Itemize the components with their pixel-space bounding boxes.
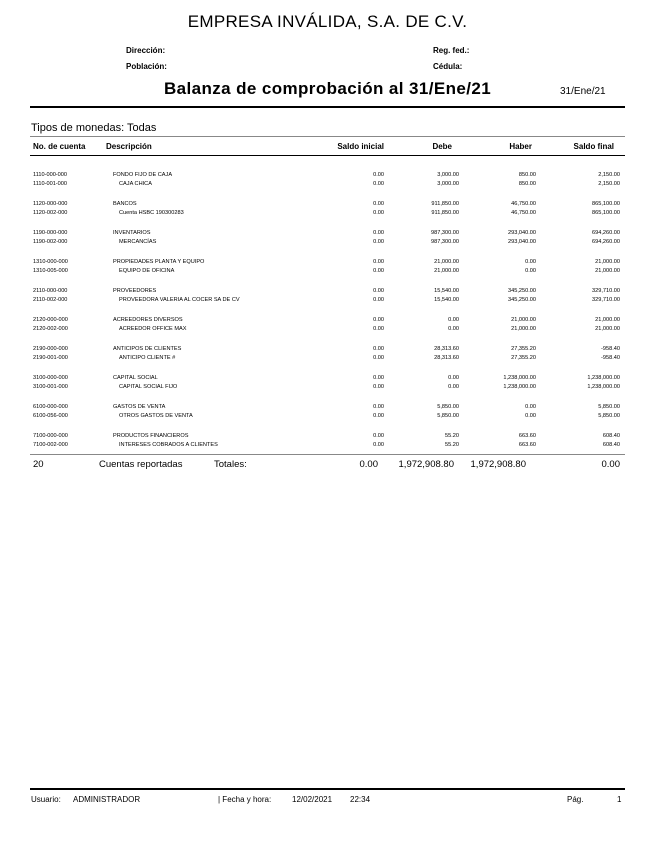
- row-debe: 5,850.00: [437, 413, 459, 419]
- row-debe: 911,850.00: [431, 201, 459, 207]
- row-account: 1110-001-000: [33, 181, 68, 187]
- row-debe: 0.00: [448, 326, 459, 332]
- row-saldo-final: 1,238,000.00: [587, 375, 620, 381]
- row-haber: 0.00: [525, 404, 536, 410]
- row-account: 1120-002-000: [33, 210, 68, 216]
- row-description: INVENTARIOS: [113, 230, 151, 236]
- row-debe: 5,850.00: [437, 404, 459, 410]
- footer-divider: [30, 788, 625, 790]
- row-account: 2110-002-000: [33, 297, 68, 303]
- report-title: Balanza de comprobación al 31/Ene/21: [163, 79, 492, 98]
- row-description: BANCOS: [113, 201, 137, 207]
- row-debe: 28,313.60: [434, 355, 459, 361]
- column-header-divider: [30, 155, 625, 156]
- footer-user: ADMINISTRADOR: [73, 795, 141, 804]
- table-row: [0, 354, 655, 363]
- row-haber: 293,040.00: [508, 230, 536, 236]
- row-description: ANTICIPOS DE CLIENTES: [113, 346, 182, 352]
- row-haber: 0.00: [525, 268, 536, 274]
- row-saldo-final: 21,000.00: [595, 268, 620, 274]
- row-saldo-final: 694,260.00: [592, 230, 620, 236]
- reg-fed-label: Reg. fed.:: [433, 46, 470, 55]
- row-description: Cuenta HSBC 190300283: [119, 210, 184, 216]
- row-saldo-final: 329,710.00: [592, 288, 620, 294]
- poblacion-label: Población:: [126, 62, 167, 71]
- row-saldo-inicial: 0.00: [373, 433, 384, 439]
- row-account: 3100-001-000: [33, 384, 68, 390]
- row-debe: 15,540.00: [434, 288, 459, 294]
- row-haber: 21,000.00: [511, 326, 536, 332]
- totals-count-label: Cuentas reportadas: [99, 459, 183, 470]
- footer-page-number: 1: [617, 795, 622, 804]
- row-saldo-final: 865,100.00: [592, 210, 620, 216]
- table-row: [0, 412, 655, 421]
- row-saldo-inicial: 0.00: [373, 346, 384, 352]
- row-saldo-inicial: 0.00: [373, 442, 384, 448]
- row-debe: 3,000.00: [437, 181, 459, 187]
- col-haber-header: Haber: [509, 142, 532, 151]
- row-description: PROVEEDORES: [113, 288, 157, 294]
- row-saldo-inicial: 0.00: [373, 181, 384, 187]
- table-row: [0, 180, 655, 189]
- table-row: [0, 345, 655, 354]
- row-description: INTERESES COBRADOS A CLIENTES: [119, 442, 218, 448]
- row-account: 1190-000-000: [33, 230, 68, 236]
- row-description: OTROS GASTOS DE VENTA: [119, 413, 193, 419]
- row-account: 3100-000-000: [33, 375, 68, 381]
- row-debe: 911,850.00: [431, 210, 459, 216]
- row-description: CAPITAL SOCIAL: [113, 375, 158, 381]
- row-haber: 27,355.20: [511, 355, 536, 361]
- row-saldo-inicial: 0.00: [373, 201, 384, 207]
- row-saldo-final: -958.40: [601, 355, 620, 361]
- row-account: 2120-000-000: [33, 317, 68, 323]
- row-account: 2190-001-000: [33, 355, 68, 361]
- row-debe: 21,000.00: [434, 259, 459, 265]
- cedula-label: Cédula:: [433, 62, 463, 71]
- row-saldo-inicial: 0.00: [373, 259, 384, 265]
- row-saldo-inicial: 0.00: [373, 230, 384, 236]
- table-row: [0, 432, 655, 441]
- row-account: 2110-000-000: [33, 288, 68, 294]
- row-account: 1120-000-000: [33, 201, 68, 207]
- table-row: [0, 171, 655, 180]
- table-row: [0, 229, 655, 238]
- totals-debe: 1,972,908.80: [398, 459, 454, 470]
- row-account: 1190-002-000: [33, 239, 68, 245]
- table-row: [0, 374, 655, 383]
- table-row: [0, 238, 655, 247]
- footer-time: 22:34: [350, 795, 371, 804]
- row-debe: 21,000.00: [434, 268, 459, 274]
- row-account: 2120-002-000: [33, 326, 68, 332]
- row-saldo-inicial: 0.00: [373, 413, 384, 419]
- row-saldo-inicial: 0.00: [373, 172, 384, 178]
- row-saldo-final: 608.40: [602, 442, 620, 448]
- row-description: CAJA CHICA: [119, 181, 152, 187]
- table-row: [0, 325, 655, 334]
- col-saldo-final-header: Saldo final: [573, 142, 614, 151]
- row-description: CAPITAL SOCIAL FIJO: [119, 384, 178, 390]
- row-saldo-final: 694,260.00: [592, 239, 620, 245]
- row-account: 1110-000-000: [33, 172, 68, 178]
- row-saldo-inicial: 0.00: [373, 210, 384, 216]
- row-debe: 0.00: [448, 375, 459, 381]
- row-saldo-final: 329,710.00: [592, 297, 620, 303]
- row-saldo-final: 5,850.00: [598, 413, 620, 419]
- row-debe: 987,300.00: [431, 230, 459, 236]
- table-row: [0, 383, 655, 392]
- table-row: [0, 267, 655, 276]
- row-description: EQUIPO DE OFICINA: [119, 268, 175, 274]
- totals-count: 20: [33, 459, 44, 470]
- table-row: [0, 287, 655, 296]
- table-row: [0, 403, 655, 412]
- row-account: 6100-000-000: [33, 404, 68, 410]
- footer-user-label: Usuario:: [31, 795, 61, 804]
- row-saldo-inicial: 0.00: [373, 404, 384, 410]
- row-haber: 663.60: [518, 433, 536, 439]
- row-haber: 850.00: [518, 181, 536, 187]
- col-account-header: No. de cuenta: [33, 142, 86, 151]
- col-debe-header: Debe: [432, 142, 452, 151]
- row-saldo-inicial: 0.00: [373, 297, 384, 303]
- row-debe: 15,540.00: [434, 297, 459, 303]
- row-account: 1310-005-000: [33, 268, 68, 274]
- row-saldo-inicial: 0.00: [373, 326, 384, 332]
- row-description: PROVEEDORA VALERIA AL COCER SA DE CV: [119, 297, 240, 303]
- row-haber: 0.00: [525, 259, 536, 265]
- row-saldo-inicial: 0.00: [373, 317, 384, 323]
- row-saldo-inicial: 0.00: [373, 288, 384, 294]
- subtitle-divider: [30, 136, 625, 137]
- row-saldo-final: -958.40: [601, 346, 620, 352]
- row-debe: 3,000.00: [437, 172, 459, 178]
- row-saldo-inicial: 0.00: [373, 384, 384, 390]
- row-haber: 1,238,000.00: [503, 375, 536, 381]
- footer-date: 12/02/2021: [292, 795, 333, 804]
- row-description: ACREEDORES DIVERSOS: [113, 317, 183, 323]
- row-saldo-final: 21,000.00: [595, 326, 620, 332]
- table-row: [0, 200, 655, 209]
- totals-saldo-inicial: 0.00: [359, 459, 378, 470]
- table-row: [0, 258, 655, 267]
- row-description: ANTICIPO CLIENTE #: [119, 355, 176, 361]
- row-saldo-final: 21,000.00: [595, 259, 620, 265]
- row-haber: 0.00: [525, 413, 536, 419]
- totals-label: Totales:: [214, 459, 247, 470]
- col-description-header: Descripción: [106, 142, 152, 151]
- row-debe: 28,313.60: [434, 346, 459, 352]
- row-description: FONDO FIJO DE CAJA: [113, 172, 173, 178]
- row-debe: 55.20: [445, 433, 459, 439]
- row-saldo-final: 865,100.00: [592, 201, 620, 207]
- row-saldo-inicial: 0.00: [373, 239, 384, 245]
- row-description: PRODUCTOS FINANCIEROS: [113, 433, 189, 439]
- row-debe: 0.00: [448, 317, 459, 323]
- header-divider: [30, 106, 625, 108]
- row-account: 6100-056-000: [33, 413, 68, 419]
- report-date: 31/Ene/21: [560, 86, 606, 97]
- row-haber: 663.60: [518, 442, 536, 448]
- totals-divider: [30, 454, 625, 455]
- totals-haber: 1,972,908.80: [470, 459, 526, 470]
- row-description: GASTOS DE VENTA: [113, 404, 166, 410]
- row-debe: 0.00: [448, 384, 459, 390]
- table-row: [0, 296, 655, 305]
- row-saldo-inicial: 0.00: [373, 268, 384, 274]
- row-saldo-final: 5,850.00: [598, 404, 620, 410]
- currency-filter: Tipos de monedas: Todas: [31, 122, 157, 134]
- row-haber: 21,000.00: [511, 317, 536, 323]
- row-debe: 987,300.00: [431, 239, 459, 245]
- col-saldo-inicial-header: Saldo inicial: [337, 142, 384, 151]
- direccion-label: Dirección:: [126, 46, 166, 55]
- row-account: 7100-002-000: [33, 442, 68, 448]
- row-haber: 46,750.00: [511, 210, 536, 216]
- row-haber: 850.00: [518, 172, 536, 178]
- row-description: PROPIEDADES PLANTA Y EQUIPO: [113, 259, 205, 265]
- row-haber: 27,355.20: [511, 346, 536, 352]
- totals-saldo-final: 0.00: [601, 459, 620, 470]
- row-saldo-final: 608.40: [602, 433, 620, 439]
- row-haber: 46,750.00: [511, 201, 536, 207]
- row-saldo-final: 2,150.00: [598, 181, 620, 187]
- row-description: MERCANCÍAS: [119, 239, 157, 245]
- row-account: 7100-000-000: [33, 433, 68, 439]
- row-haber: 1,238,000.00: [503, 384, 536, 390]
- footer-datetime-label: | Fecha y hora:: [218, 795, 272, 804]
- row-debe: 55.20: [445, 442, 459, 448]
- row-haber: 345,250.00: [508, 297, 536, 303]
- row-haber: 345,250.00: [508, 288, 536, 294]
- row-haber: 293,040.00: [508, 239, 536, 245]
- table-row: [0, 316, 655, 325]
- row-saldo-final: 21,000.00: [595, 317, 620, 323]
- row-saldo-final: 2,150.00: [598, 172, 620, 178]
- row-description: ACREEDOR OFFICE MAX: [119, 326, 187, 332]
- company-name: EMPRESA INVÁLIDA, S.A. DE C.V.: [187, 12, 468, 31]
- table-row: [0, 441, 655, 450]
- row-account: 2190-000-000: [33, 346, 68, 352]
- row-saldo-inicial: 0.00: [373, 375, 384, 381]
- row-account: 1310-000-000: [33, 259, 68, 265]
- row-saldo-inicial: 0.00: [373, 355, 384, 361]
- footer-page-label: Pág.: [567, 795, 584, 804]
- row-saldo-final: 1,238,000.00: [587, 384, 620, 390]
- table-row: [0, 209, 655, 218]
